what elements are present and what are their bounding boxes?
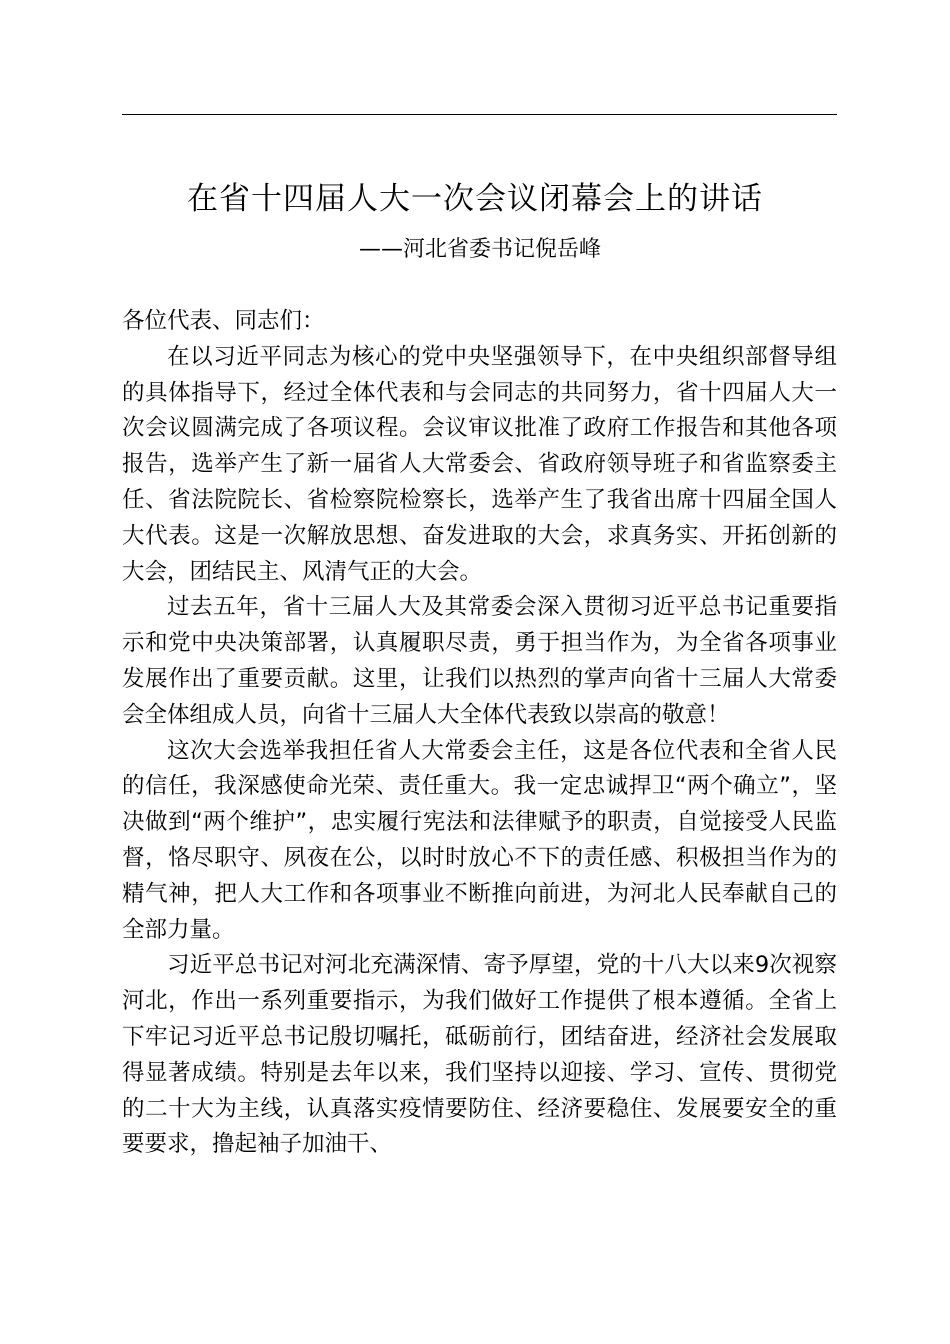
header-rule <box>122 114 837 115</box>
paragraph-2: 过去五年，省十三届人大及其常委会深入贯彻习近平总书记重要指示和党中央决策部署，认真履职尽责，勇于担当作为，为全省各项事业发展作出了重要贡献。这里，让我们以热烈的掌声向省十三届人大常委会全体组成人员，向省十三届人大全体代表致以崇高的敬意！ <box>122 594 837 728</box>
paragraph-1: 在以习近平同志为核心的党中央坚强领导下，在中央组织部督导组的具体指导下，经过全体代表和与会同志的共同努力，省十四届人大一次会议圆满完成了各项议程。会议审议批准了政府工作报告和其他各项报告，选举产生了新一届省人大常委会、省政府领导班子和省监察委主任、省法院院长、省检察院检察长，选举产生了我省出席十四届全国人大代表。这是一次解放思想、奋发进取的大会，求真务实、开拓创新的大会，团结民主、风清气正的大会。 <box>122 343 837 585</box>
paragraph-3: 这次大会选举我担任省人大常委会主任，这是各位代表和全省人民的信任，我深感使命光荣、责任重大。我一定忠诚捍卫“两个确立”，坚决做到“两个维护”，忠实履行宪法和法律赋予的职责，自觉接受人民监督，恪尽职守、夙夜在公，以时时放心不下的责任感、积极担当作为的精气神，把人大工作和各项事业不断推向前进，为河北人民奉献自己的全部力量。 <box>122 737 837 943</box>
salutation: 各位代表、同志们： <box>122 308 325 334</box>
document-subtitle: ——河北省委书记倪岳峰 <box>358 237 601 262</box>
document-title: 在省十四届人大一次会议闭幕会上的讲话 <box>187 181 763 217</box>
document-body <box>122 304 837 1163</box>
paragraph-4: 习近平总书记对河北充满深情、寄予厚望，党的十八大以来9次视察河北，作出一系列重要指示，为我们做好工作提供了根本遵循。全省上下牢记习近平总书记殷切嘱托，砥砺前行，团结奋进，经济社会发展取得显著成绩。特别是去年以来，我们坚持以迎接、学习、宣传、贯彻党的二十大为主线，认真落实疫情要防住、经济要稳住、发展要安全的重要要求，撸起袖子加油干、 <box>122 952 837 1158</box>
